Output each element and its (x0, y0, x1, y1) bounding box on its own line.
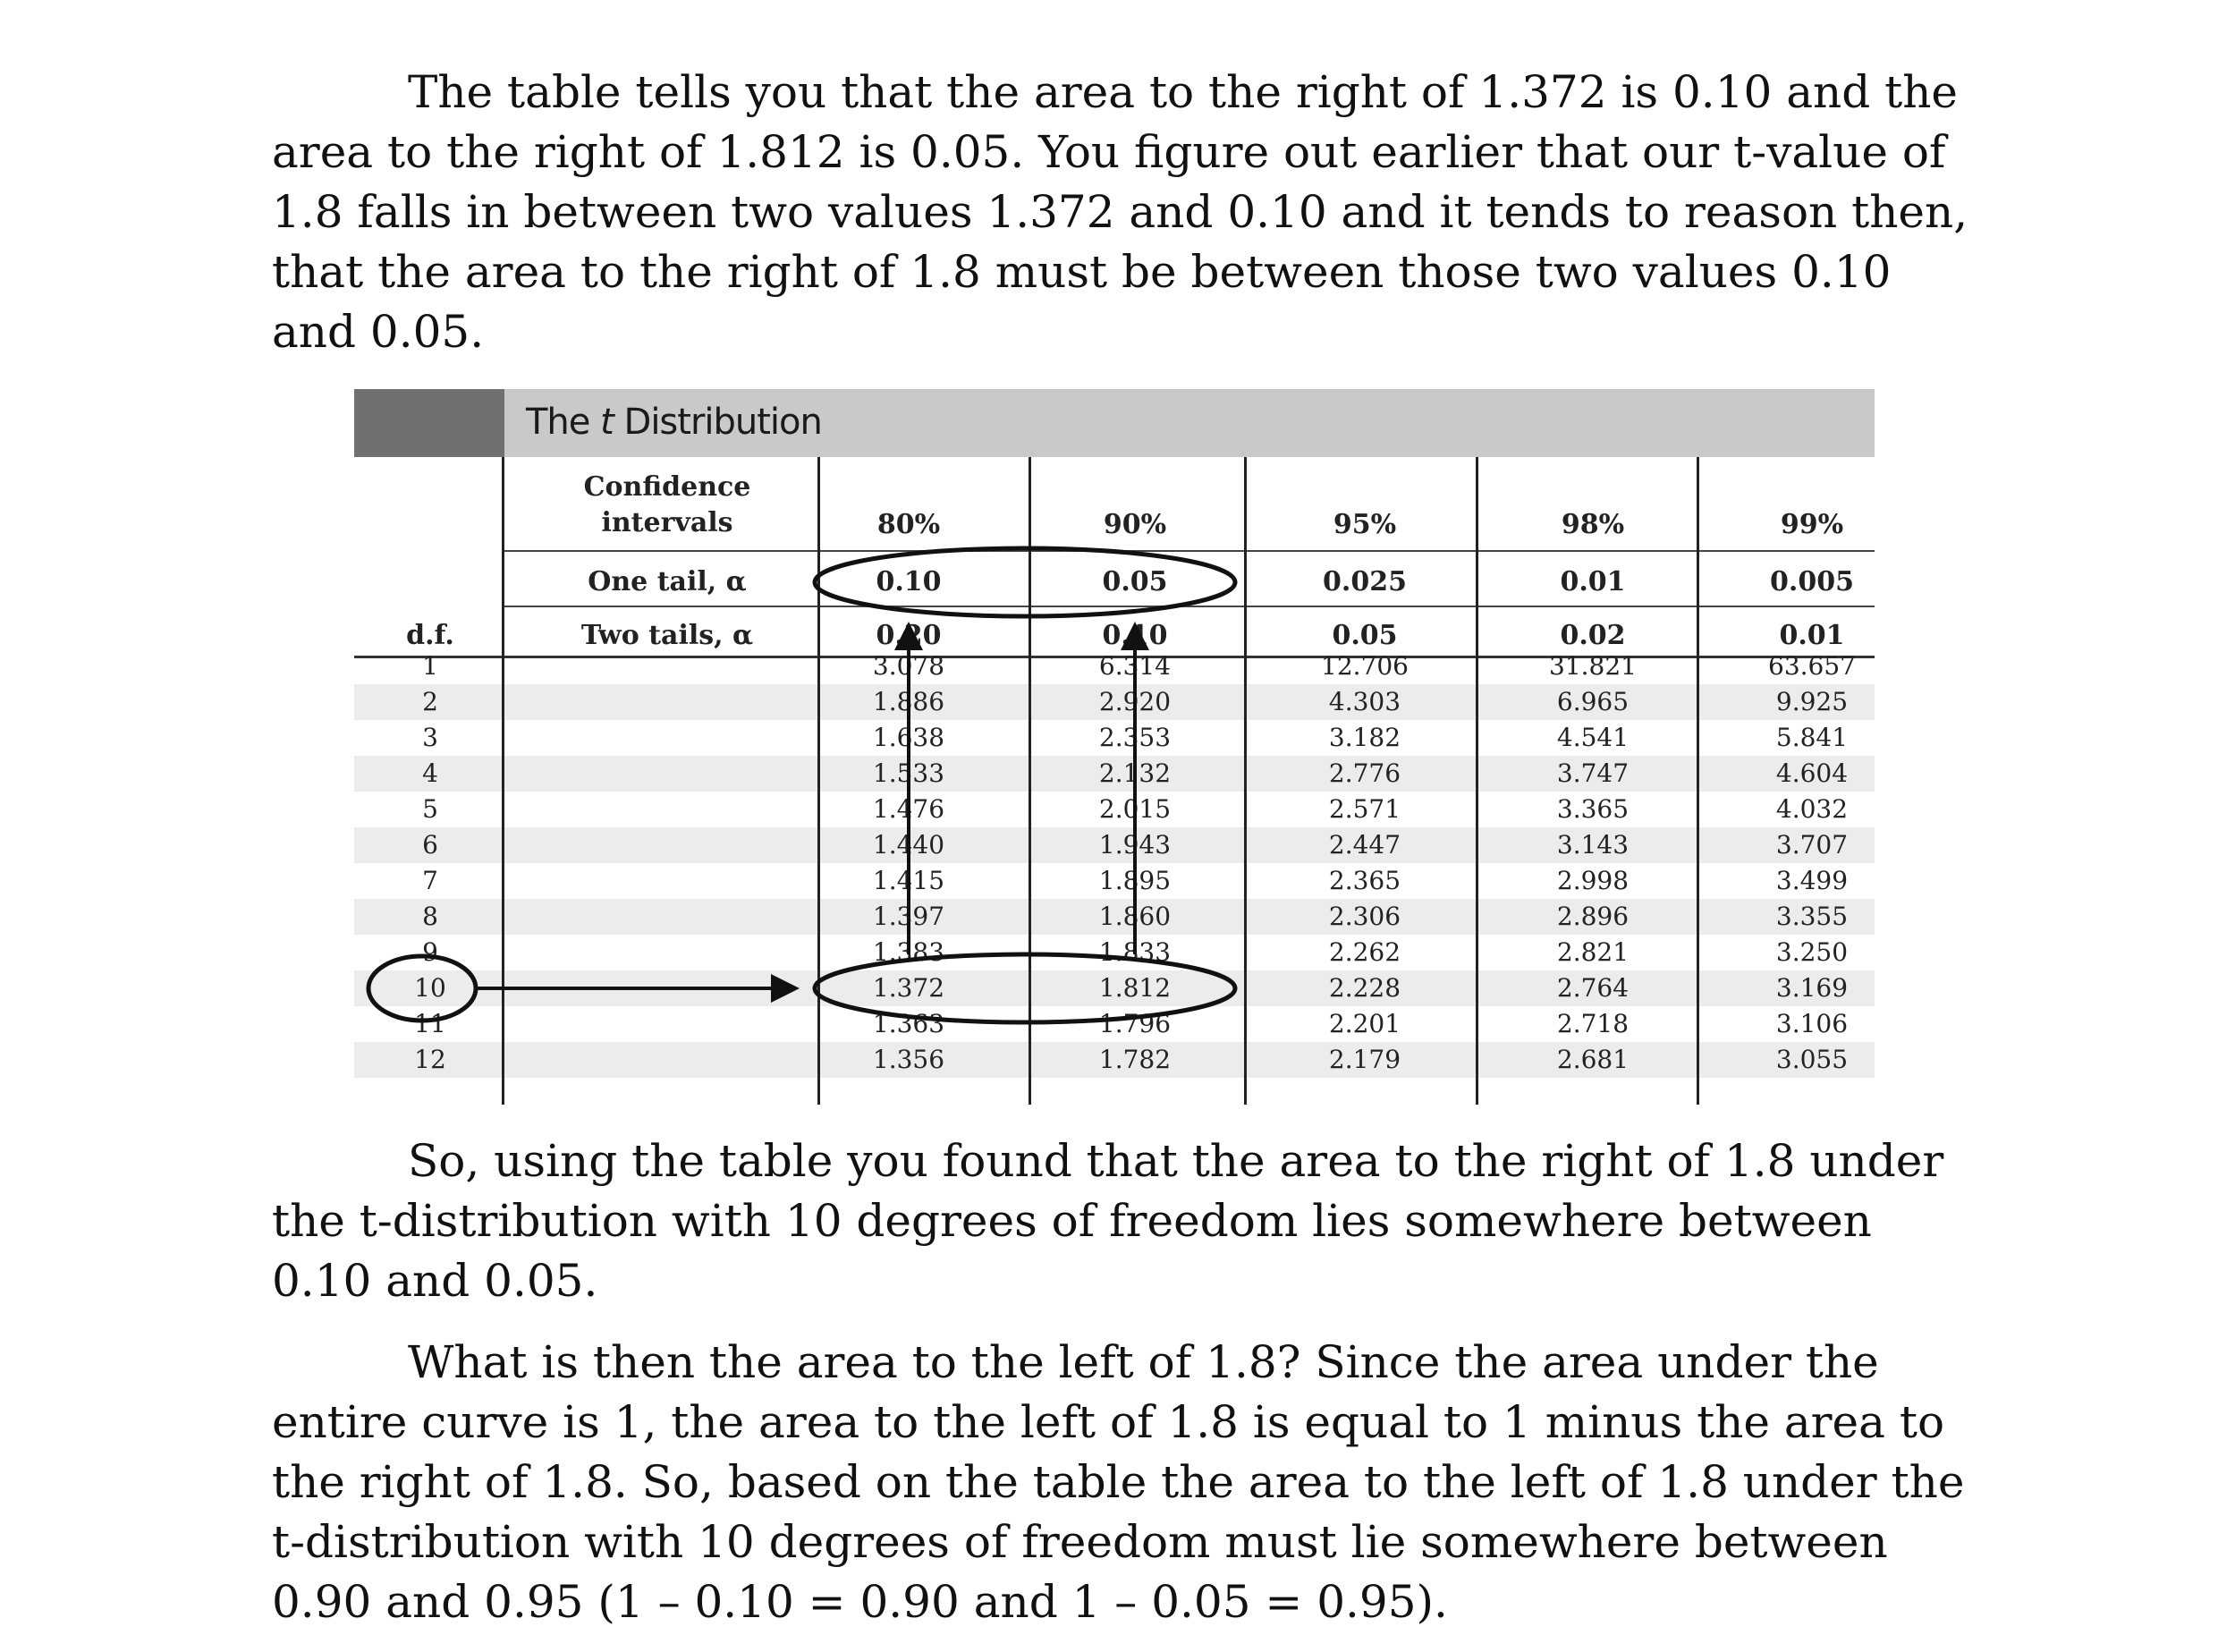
critical-value-cell: 2.571 (1328, 794, 1401, 824)
one-tail-alpha: 0.005 (1770, 566, 1854, 597)
df-10-highlight-ellipse (368, 956, 476, 1021)
one-tail-highlight-ellipse (815, 548, 1235, 616)
critical-value-cell: 2.353 (1098, 723, 1172, 752)
critical-value-cell: 2.228 (1328, 973, 1401, 1003)
critical-value-cell: 1.476 (872, 794, 945, 824)
critical-value-cell: 12.706 (1321, 651, 1409, 681)
one-tail-alpha: 0.10 (876, 566, 942, 597)
two-tails-alpha: 0.05 (1332, 620, 1398, 651)
paragraph-left-area: What is then the area to the left of 1.8? Since the area under the entire curve is 1, the area to the left of 1.8 is equal to 1 minus the area to the right of 1.8. So, based on the table the area to the left of 1.8 under the t-distribution with 10 degrees of freedom must lie somewhere between 0.90 and 0.95 (1 – 0.10 = 0.90 and 1 – 0.05 = 0.95). (272, 1336, 1965, 1628)
critical-value-cell: 2.764 (1556, 973, 1630, 1003)
critical-value-cell: 3.707 (1775, 830, 1849, 860)
critical-value-cell: 1.363 (872, 1009, 945, 1038)
table-title: The t Distribution (526, 402, 822, 443)
df-value: 10 (414, 973, 446, 1003)
one-tail-alpha: 0.05 (1102, 566, 1168, 597)
critical-value-cell: 2.015 (1098, 794, 1172, 824)
df-value: 11 (414, 1009, 446, 1038)
critical-value-cell: 3.365 (1556, 794, 1630, 824)
confidence-level: 98% (1561, 509, 1625, 540)
critical-value-cell: 2.306 (1328, 902, 1401, 931)
critical-value-cell: 1.796 (1098, 1009, 1172, 1038)
df-label: d.f. (406, 620, 454, 651)
critical-value-cell: 6.965 (1556, 687, 1630, 716)
critical-value-cell: 5.841 (1775, 723, 1849, 752)
critical-value-cell: 9.925 (1775, 687, 1849, 716)
critical-value-cell: 1.440 (872, 830, 945, 860)
df-value: 7 (422, 866, 438, 895)
critical-value-cell: 4.604 (1775, 758, 1849, 788)
critical-value-cell: 4.303 (1328, 687, 1401, 716)
critical-value-cell: 2.132 (1098, 758, 1172, 788)
critical-value-cell: 4.032 (1775, 794, 1849, 824)
critical-value-cell: 31.821 (1549, 651, 1637, 681)
df-value: 5 (422, 794, 438, 824)
critical-value-cell: 1.372 (872, 973, 945, 1003)
critical-value-cell: 3.355 (1775, 902, 1849, 931)
critical-value-cell: 1.886 (872, 687, 945, 716)
df-value: 1 (422, 651, 438, 681)
critical-value-cell: 1.397 (872, 902, 945, 931)
df-value: 2 (422, 687, 438, 716)
two-tails-alpha: 0.01 (1779, 620, 1845, 651)
critical-value-cell: 2.262 (1328, 937, 1401, 967)
critical-value-cell: 3.182 (1328, 723, 1401, 752)
annotation-overlay (354, 389, 1875, 1105)
df-value: 6 (422, 830, 438, 860)
critical-value-cell: 2.821 (1556, 937, 1630, 967)
df-value: 8 (422, 902, 438, 931)
critical-value-cell: 1.533 (872, 758, 945, 788)
critical-value-cell: 2.447 (1328, 830, 1401, 860)
critical-value-cell: 3.169 (1775, 973, 1849, 1003)
critical-value-cell: 4.541 (1556, 723, 1630, 752)
paragraph-intro: The table tells you that the area to the right of 1.372 is 0.10 and the area to the right of 1.812 is 0.05. You figure out earlier that our t-value of 1.8 falls in between two values 1.372 and 0.10 and it tends to reason then, that the area to the right of 1.8 must be between those two values 0.10 and 0.05. (272, 66, 1968, 358)
df-value: 3 (422, 723, 438, 752)
critical-value-cell: 2.681 (1556, 1045, 1630, 1074)
critical-value-cell: 1.943 (1098, 830, 1172, 860)
t-distribution-table (354, 389, 1875, 1105)
one-tail-alpha: 0.025 (1323, 566, 1407, 597)
confidence-label: intervals (601, 507, 733, 538)
critical-value-cell: 3.250 (1775, 937, 1849, 967)
two-tails-alpha: 0.20 (876, 620, 942, 651)
two-tails-alpha: 0.02 (1560, 620, 1626, 651)
critical-value-cell: 3.143 (1556, 830, 1630, 860)
critical-value-cell: 1.356 (872, 1045, 945, 1074)
critical-value-cell: 1.782 (1098, 1045, 1172, 1074)
critical-value-cell: 2.776 (1328, 758, 1401, 788)
two-tails-alpha: 0.10 (1102, 620, 1168, 651)
confidence-level: 80% (876, 509, 941, 540)
critical-value-cell: 1.415 (872, 866, 945, 895)
critical-value-cell: 2.365 (1328, 866, 1401, 895)
one-tail-alpha: 0.01 (1560, 566, 1626, 597)
critical-value-cell: 3.499 (1775, 866, 1849, 895)
confidence-level: 90% (1103, 509, 1167, 540)
critical-value-cell: 3.078 (872, 651, 945, 681)
confidence-label: Confidence (583, 471, 751, 503)
critical-value-cell: 2.920 (1098, 687, 1172, 716)
critical-value-cell: 2.998 (1556, 866, 1630, 895)
df-value: 9 (422, 937, 438, 967)
critical-value-cell: 1.812 (1098, 973, 1172, 1003)
two-tails-label: Two tails, α (580, 620, 754, 651)
critical-value-cell: 2.718 (1556, 1009, 1630, 1038)
critical-value-cell: 3.106 (1775, 1009, 1849, 1038)
critical-value-cell: 1.895 (1098, 866, 1172, 895)
critical-value-cell: 1.833 (1098, 937, 1172, 967)
critical-value-cell: 3.055 (1775, 1045, 1849, 1074)
critical-value-cell: 3.747 (1556, 758, 1630, 788)
critical-value-cell: 1.638 (872, 723, 945, 752)
confidence-level: 95% (1333, 509, 1397, 540)
confidence-level: 99% (1780, 509, 1844, 540)
df-value: 4 (422, 758, 438, 788)
paragraph-conclusion: So, using the table you found that the area to the right of 1.8 under the t-distribution with 10 degrees of freedom lies somewhere between 0.10 and 0.05. (272, 1135, 1944, 1307)
critical-value-cell: 1.383 (872, 937, 945, 967)
one-tail-label: One tail, α (588, 566, 747, 597)
critical-value-cell: 63.657 (1768, 651, 1856, 681)
critical-value-cell: 2.896 (1556, 902, 1630, 931)
critical-value-cell: 1.860 (1098, 902, 1172, 931)
df-value: 12 (414, 1045, 446, 1074)
critical-value-cell: 2.201 (1328, 1009, 1401, 1038)
row-10-highlight-ellipse (815, 954, 1235, 1022)
critical-value-cell: 6.314 (1098, 651, 1172, 681)
critical-value-cell: 2.179 (1328, 1045, 1401, 1074)
